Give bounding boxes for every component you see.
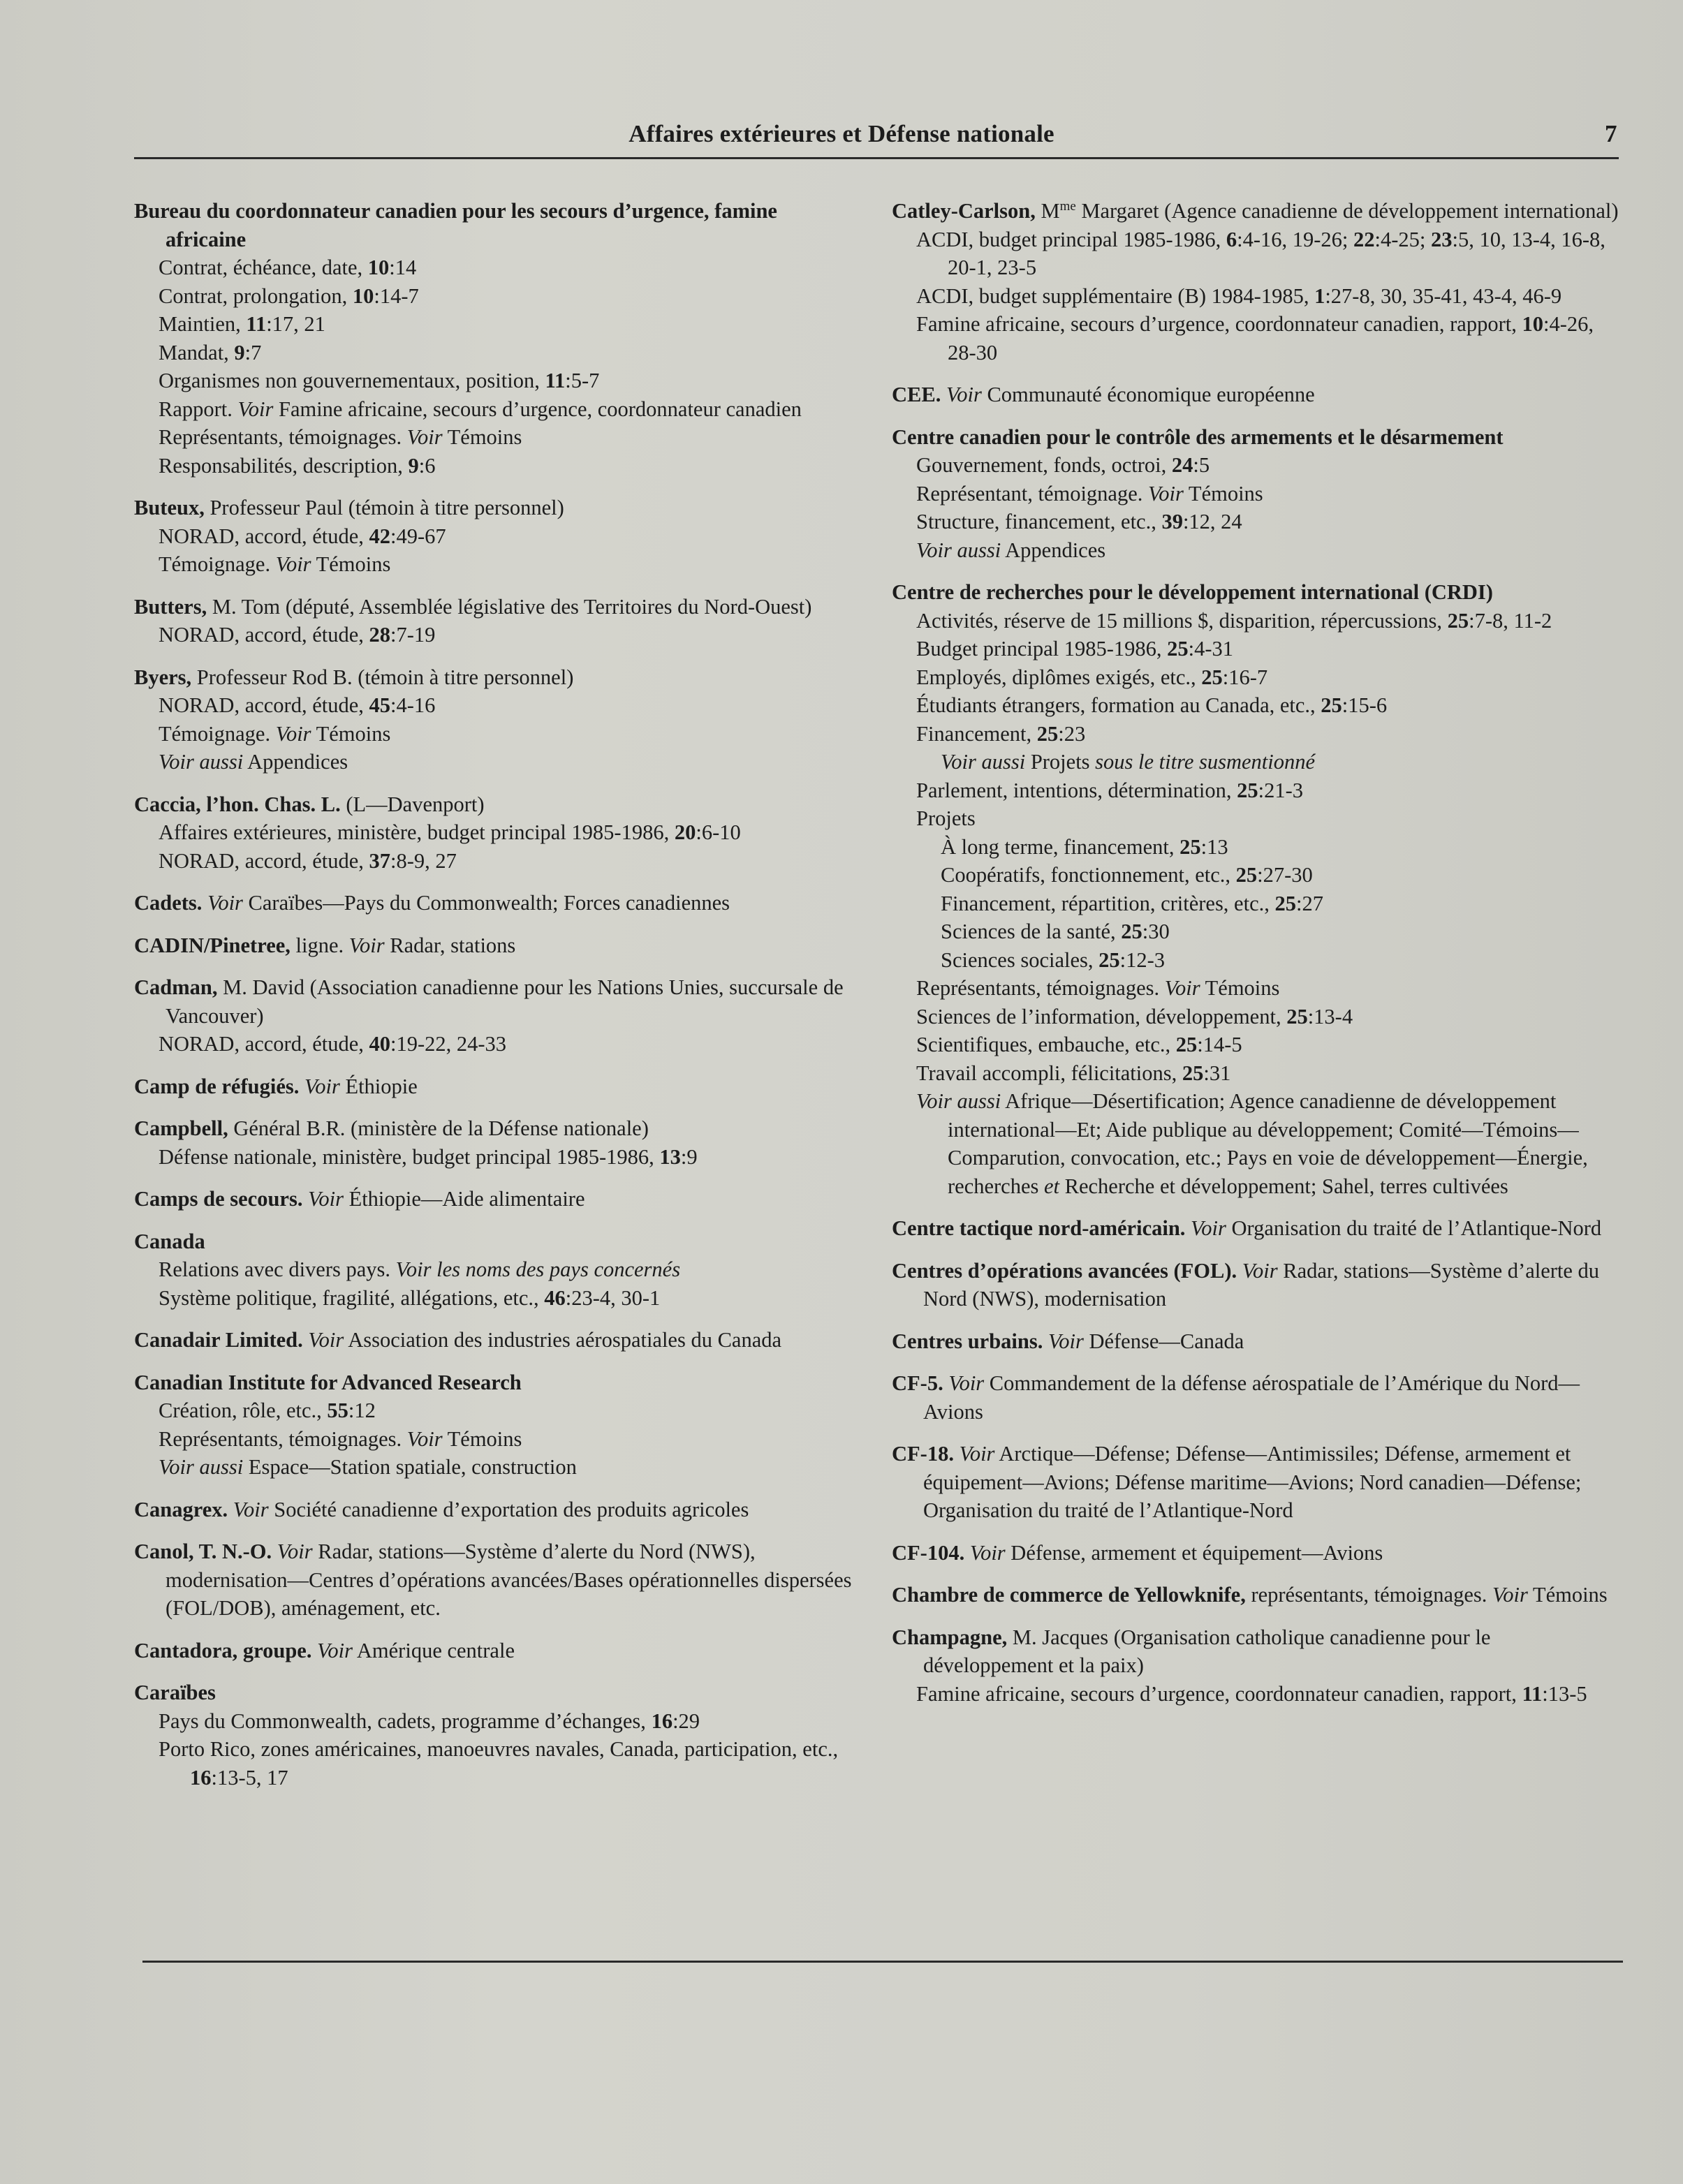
index-entry-heading: Centres d’opérations avancées (FOL). Voir Radar, stations—Système d’alerte du Nord (NWS), modernisation <box>892 1258 1600 1311</box>
index-subentry: Organismes non gouvernementaux, position, 11:5-7 <box>159 369 600 392</box>
index-entry <box>892 578 1622 1200</box>
index-subentry: NORAD, accord, étude, 40:19-22, 24-33 <box>159 1032 507 1056</box>
index-subentry: À long terme, financement, 25:13 <box>941 834 1228 859</box>
index-entry <box>134 790 860 876</box>
index-subentry: Parlement, intentions, détermination, 25:21-3 <box>916 778 1303 802</box>
index-entry-heading: Camp de réfugiés. Voir Éthiopie <box>134 1074 418 1098</box>
index-subentry: Budget principal 1985-1986, 25:4-31 <box>916 637 1234 661</box>
index-entry-heading: Cantadora, groupe. Voir Amérique centrale <box>134 1638 515 1662</box>
index-entry-heading: Chambre de commerce de Yellowknife, représentants, témoignages. Voir Témoins <box>892 1583 1608 1607</box>
index-entry <box>134 494 860 579</box>
index-subentry: Témoignage. Voir Témoins <box>159 721 391 746</box>
index-entry <box>892 1214 1622 1243</box>
index-subentry: Voir aussi Espace—Station spatiale, construction <box>159 1455 577 1479</box>
index-subentry: Représentants, témoignages. Voir Témoins <box>159 1426 522 1451</box>
index-subentry: Étudiants étrangers, formation au Canada, etc., 25:15-6 <box>916 693 1388 717</box>
index-entry <box>892 1369 1622 1426</box>
index-subentry: Sciences de la santé, 25:30 <box>941 920 1170 943</box>
index-entry <box>134 1114 860 1171</box>
index-entry-heading: Cadman, M. David (Association canadienne pour les Nations Unies, succursale de Vancouver) <box>134 975 844 1028</box>
index-subentry: Employés, diplômes exigés, etc., 25:16-7 <box>916 665 1268 689</box>
index-entry <box>134 593 860 649</box>
index-subentry: Représentant, témoignage. Voir Témoins <box>916 481 1263 506</box>
index-entry <box>134 1326 860 1355</box>
index-entry <box>892 381 1622 409</box>
index-entry <box>134 1537 860 1623</box>
index-entry-heading: Champagne, M. Jacques (Organisation catholique canadienne pour le développement et la paix) <box>892 1625 1491 1677</box>
index-subentry: NORAD, accord, étude, 45:4-16 <box>159 693 436 717</box>
index-entry <box>892 1581 1622 1609</box>
index-entry-heading: Centre canadien pour le contrôle des armements et le désarmement <box>892 425 1504 449</box>
index-subentry: Porto Rico, zones américaines, manoeuvres navales, Canada, participation, etc., 16:13-5, 17 <box>159 1737 839 1790</box>
index-subentry: Activités, réserve de 15 millions $, disparition, répercussions, 25:7-8, 11-2 <box>916 608 1552 633</box>
page-number: 7 <box>1605 120 1617 147</box>
running-header-title: Affaires extérieures et Défense nationale <box>629 120 1054 147</box>
index-entry-heading: Camps de secours. Voir Éthiopie—Aide alimentaire <box>134 1187 585 1211</box>
index-entry <box>134 197 860 480</box>
index-subentry: Création, rôle, etc., 55:12 <box>159 1399 376 1422</box>
index-subentry: Voir aussi Appendices <box>159 750 348 774</box>
index-entry <box>134 931 860 960</box>
index-subentry: Famine africaine, secours d’urgence, coordonnateur canadien, rapport, 11:13-5 <box>916 1681 1587 1706</box>
index-subentry: NORAD, accord, étude, 42:49-67 <box>159 524 446 548</box>
index-subentry: Scientifiques, embauche, etc., 25:14-5 <box>916 1033 1242 1056</box>
index-subentry: NORAD, accord, étude, 28:7-19 <box>159 623 436 647</box>
index-subentry: NORAD, accord, étude, 37:8-9, 27 <box>159 848 457 873</box>
index-subentry: Voir aussi Projets sous le titre susmentionné <box>941 750 1316 774</box>
index-subentry: Responsabilités, description, 9:6 <box>159 453 436 478</box>
index-entry-heading: CADIN/Pinetree, ligne. Voir Radar, stations <box>134 933 516 957</box>
index-entry-heading: Caccia, l’hon. Chas. L. (L—Davenport) <box>134 792 485 816</box>
index-subentry: Sciences de l’information, développement, 25:13-4 <box>916 1004 1353 1028</box>
index-subentry: Relations avec divers pays. Voir les noms des pays concernés <box>159 1257 681 1281</box>
index-entry-heading: Byers, Professeur Rod B. (témoin à titre personnel) <box>134 665 574 689</box>
index-subentry: Rapport. Voir Famine africaine, secours d’urgence, coordonnateur canadien <box>159 397 802 421</box>
index-subentry: Représentants, témoignages. Voir Témoins <box>159 425 522 449</box>
index-entry-heading: Bureau du coordonnateur canadien pour les secours d’urgence, famine africaine <box>134 199 777 251</box>
index-entry-heading: Canol, T. N.-O. Voir Radar, stations—Système d’alerte du Nord (NWS), modernisation—Centres d’opérations avancées/Bases opérationnelles dispersées (FOL/DOB), aménagement, etc. <box>134 1540 852 1620</box>
index-subentry: Système politique, fragilité, allégations, etc., 46:23-4, 30-1 <box>159 1285 661 1310</box>
index-entry <box>134 1678 860 1792</box>
index-entry <box>134 973 860 1058</box>
index-subentry: Mandat, 9:7 <box>159 340 262 364</box>
index-entry <box>892 1327 1622 1356</box>
index-column-right <box>892 197 1622 1722</box>
index-entry-heading: Buteux, Professeur Paul (témoin à titre personnel) <box>134 496 564 519</box>
index-entry <box>134 1368 860 1482</box>
index-subentry: Contrat, échéance, date, 10:14 <box>159 256 417 279</box>
index-entry-heading: CF-18. Voir Arctique—Défense; Défense—Antimissiles; Défense, armement et équipement—Avions; Défense maritime—Avions; Nord canadien—Défense; Organisation du traité de l’Atlantique-Nord <box>892 1442 1582 1522</box>
index-entry <box>892 1539 1622 1567</box>
index-entry <box>134 1227 860 1313</box>
index-subentry: Maintien, 11:17, 21 <box>159 312 325 336</box>
index-column-left <box>134 197 860 1806</box>
index-entry <box>134 1185 860 1213</box>
index-entry-heading: CF-104. Voir Défense, armement et équipement—Avions <box>892 1540 1383 1565</box>
index-entry <box>134 1072 860 1101</box>
index-subentry: Projets <box>916 806 976 830</box>
index-subentry: Coopératifs, fonctionnement, etc., 25:27-30 <box>941 863 1313 887</box>
index-entry <box>134 663 860 776</box>
index-entry-heading: Canada <box>134 1229 205 1253</box>
index-subentry: Contrat, prolongation, 10:14-7 <box>159 283 419 308</box>
index-entry <box>892 423 1622 565</box>
index-subentry: Famine africaine, secours d’urgence, coordonnateur canadien, rapport, 10:4-26, 28-30 <box>916 312 1594 364</box>
index-subentry: Pays du Commonwealth, cadets, programme d’échanges, 16:29 <box>159 1709 700 1733</box>
index-entry <box>892 1257 1622 1313</box>
index-entry-heading: Butters, M. Tom (député, Assemblée législative des Territoires du Nord-Ouest) <box>134 594 812 619</box>
index-entry <box>892 1440 1622 1525</box>
index-subentry: Sciences sociales, 25:12-3 <box>941 947 1166 972</box>
index-entry-heading: Cadets. Voir Caraïbes—Pays du Commonwealth; Forces canadiennes <box>134 891 730 915</box>
index-entry <box>134 889 860 917</box>
index-subentry: Structure, financement, etc., 39:12, 24 <box>916 510 1242 533</box>
index-subentry: Gouvernement, fonds, octroi, 24:5 <box>916 453 1210 477</box>
footer-rule <box>142 1961 1623 1963</box>
index-entry-heading: Catley-Carlson, $M^{me}$ Margaret (Agence canadienne de développement international) <box>892 198 1619 223</box>
index-entry-heading: Centre de recherches pour le développement international (CRDI) <box>892 580 1493 604</box>
index-subentry: Financement, répartition, critères, etc., 25:27 <box>941 891 1323 915</box>
index-subentry: Voir aussi Afrique—Désertification; Agence canadienne de développement international—Et; Aide publique au développement; Comité—Témoins—Comparution, convocation, etc.; Pays en voie de développement—Énergie, recherches et Recherche et développement; Sahel, terres cultivées <box>916 1089 1588 1198</box>
index-subentry: Affaires extérieures, ministère, budget principal 1985-1986, 20:6-10 <box>159 820 741 844</box>
index-subentry: ACDI, budget principal 1985-1986, 6:4-16, 19-26; 22:4-25; 23:5, 10, 13-4, 16-8, 20-1, 23-5 <box>916 227 1605 279</box>
index-subentry: Travail accompli, félicitations, 25:31 <box>916 1061 1231 1085</box>
index-entry-heading: Canadair Limited. Voir Association des industries aérospatiales du Canada <box>134 1328 782 1352</box>
index-subentry: Représentants, témoignages. Voir Témoins <box>916 976 1280 1000</box>
index-entry-heading: Caraïbes <box>134 1681 216 1704</box>
index-entry-heading: Centres urbains. Voir Défense—Canada <box>892 1329 1244 1353</box>
header-rule <box>134 157 1619 159</box>
index-entry-heading: Campbell, Général B.R. (ministère de la Défense nationale) <box>134 1116 649 1140</box>
index-entry <box>892 1623 1622 1709</box>
index-entry-heading: CEE. Voir Communauté économique européenne <box>892 383 1315 406</box>
index-entry-heading: Canagrex. Voir Société canadienne d’exportation des produits agricoles <box>134 1497 749 1521</box>
index-entry-heading: Canadian Institute for Advanced Research <box>134 1370 522 1394</box>
index-subentry: Défense nationale, ministère, budget principal 1985-1986, 13:9 <box>159 1144 698 1169</box>
index-subentry: Financement, 25:23 <box>916 721 1086 746</box>
index-entry <box>892 197 1622 367</box>
index-subentry: Témoignage. Voir Témoins <box>159 552 391 576</box>
index-subentry: ACDI, budget supplémentaire (B) 1984-1985, 1:27-8, 30, 35-41, 43-4, 46-9 <box>916 283 1562 308</box>
index-entry <box>134 1637 860 1665</box>
index-entry-heading: Centre tactique nord-américain. Voir Organisation du traité de l’Atlantique-Nord <box>892 1216 1602 1240</box>
index-subentry: Voir aussi Appendices <box>916 538 1106 562</box>
index-entry <box>134 1496 860 1524</box>
index-entry-heading: CF-5. Voir Commandement de la défense aérospatiale de l’Amérique du Nord—Avions <box>892 1371 1580 1424</box>
